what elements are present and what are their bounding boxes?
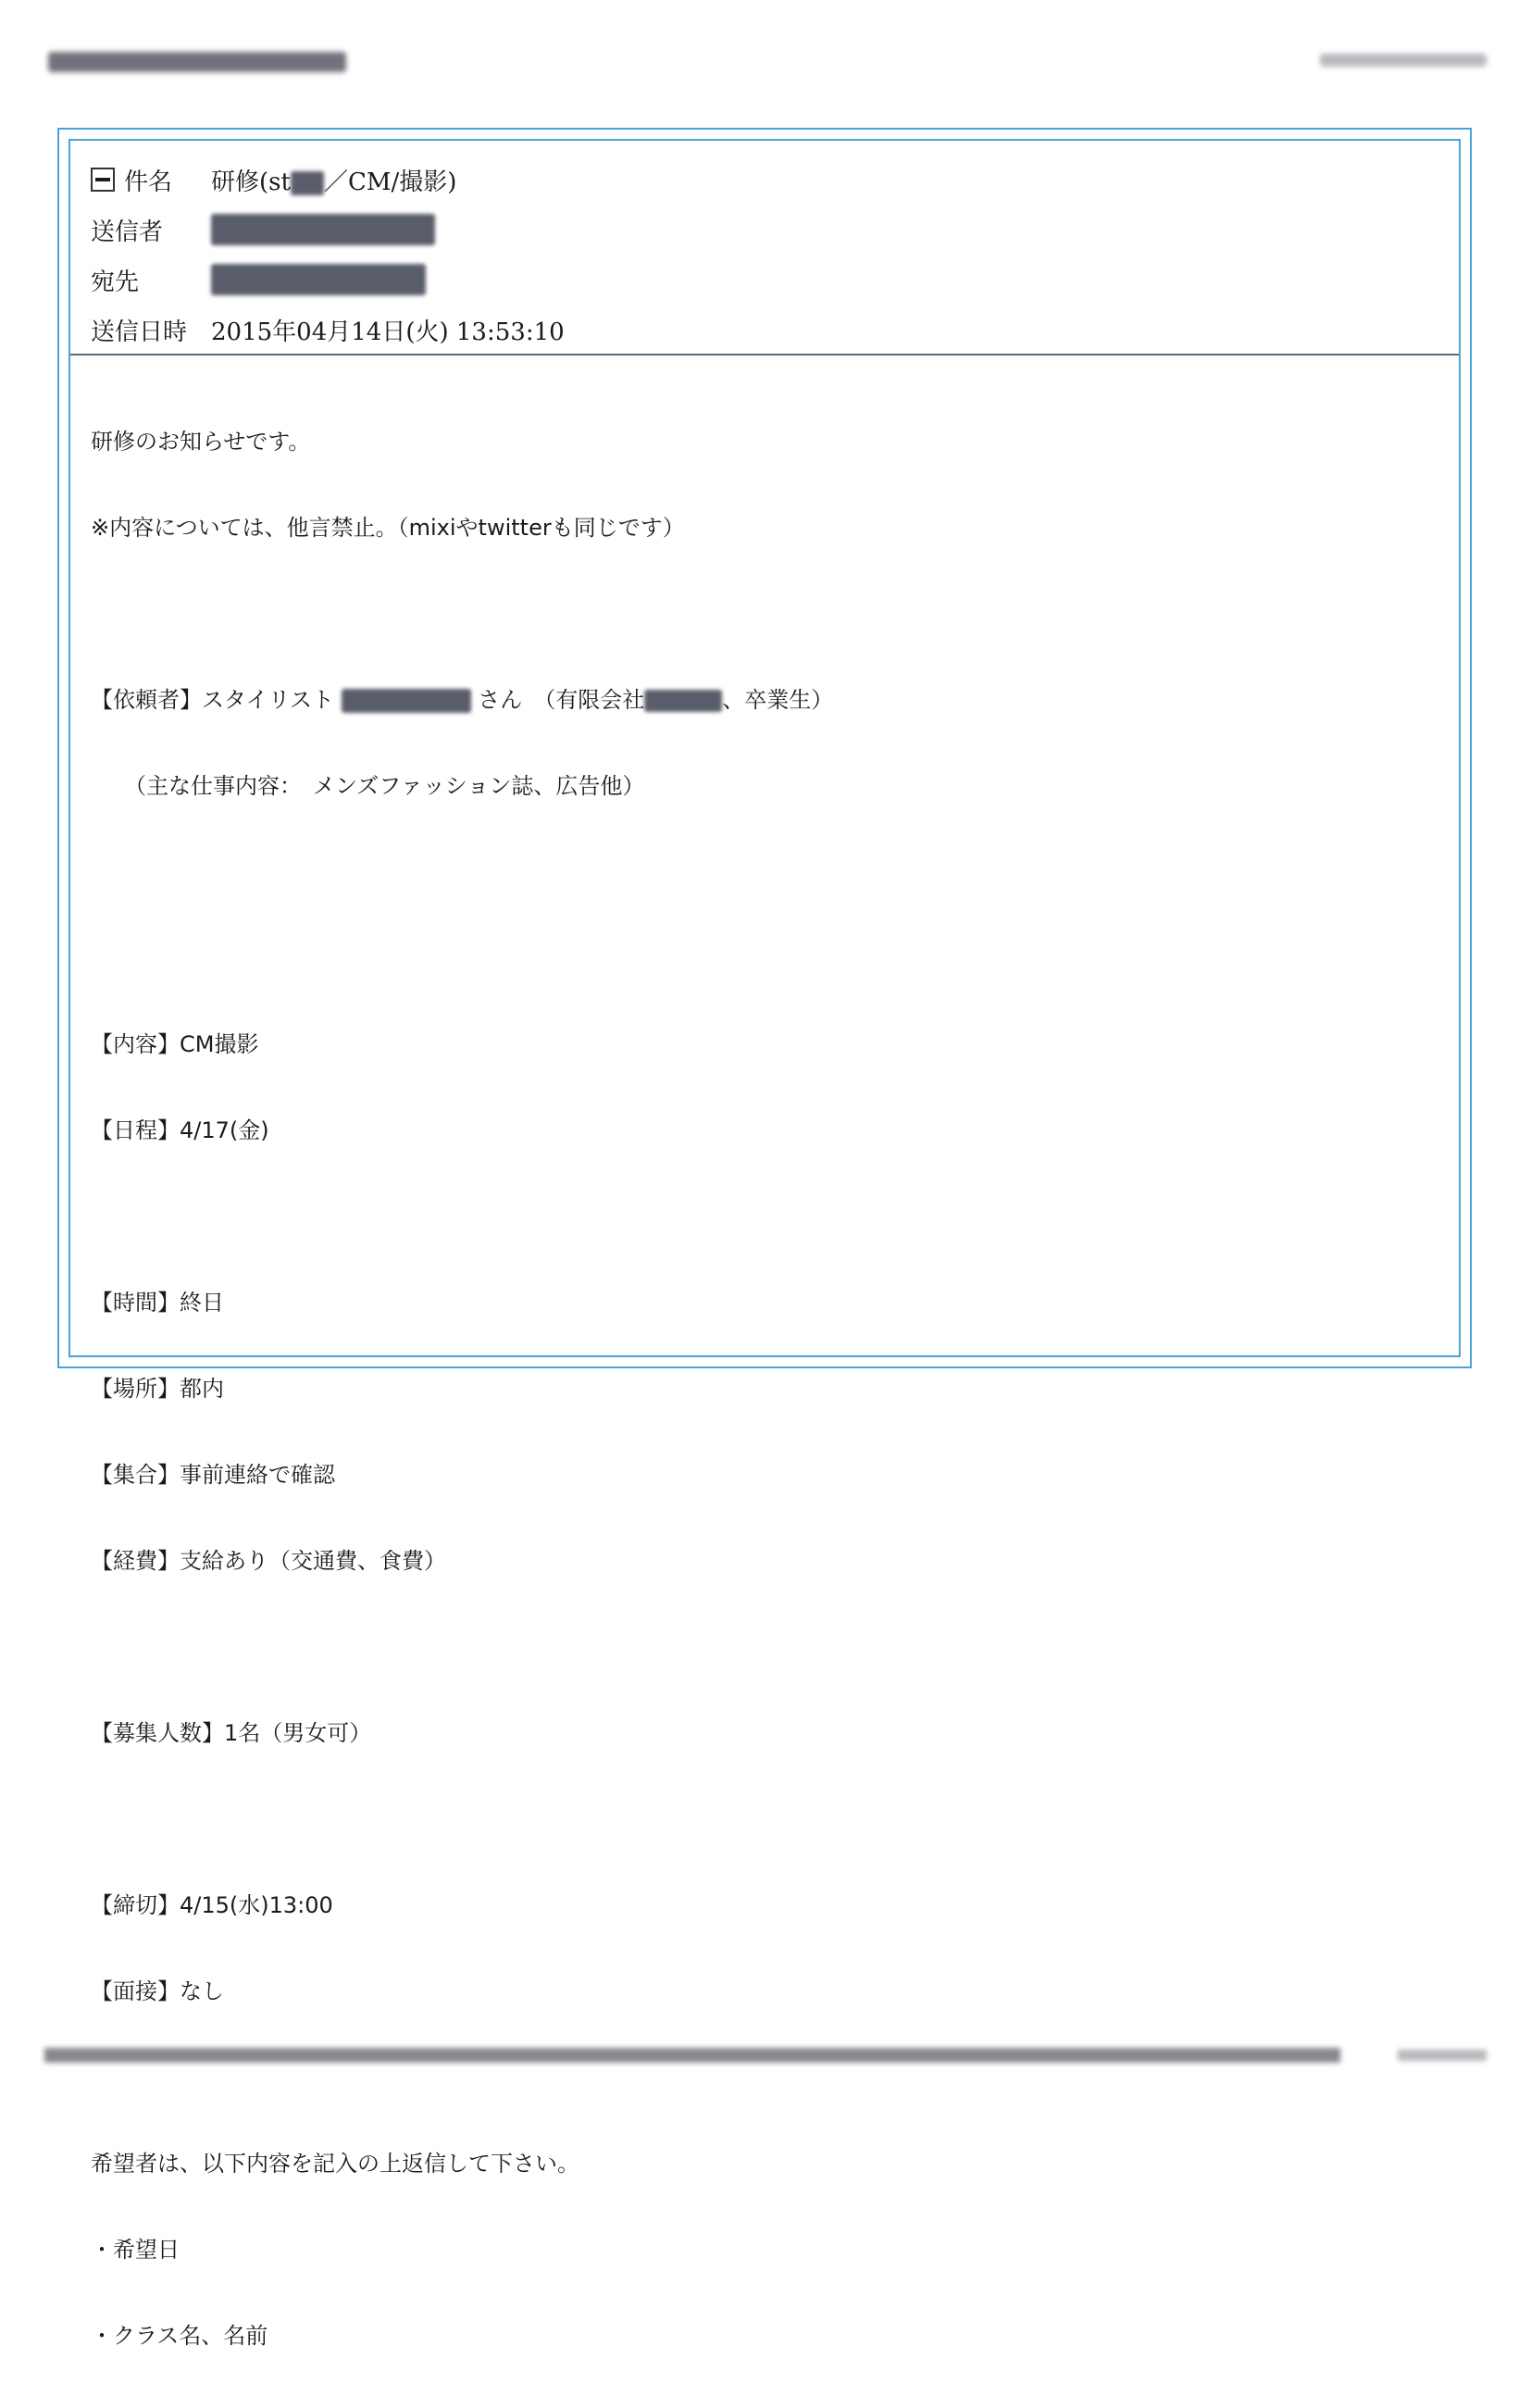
- body-place: 【場所】都内: [91, 1376, 224, 1402]
- body-content: 【内容】CM撮影: [91, 1031, 259, 1057]
- requester-suffix: 、卒業生）: [722, 687, 834, 713]
- subject-row: [91, 161, 457, 198]
- requester-middle: さん （有限会社: [470, 687, 645, 713]
- requester-name-redacted: [342, 689, 471, 713]
- page-header-date-redacted: [1320, 54, 1487, 67]
- recipient-label: 宛先: [91, 268, 140, 296]
- body-item1: ・希望日: [91, 2237, 180, 2263]
- subject-prefix: 研修(st: [211, 168, 291, 196]
- sender-redacted: [211, 214, 435, 245]
- body-item2: ・クラス名、名前: [91, 2323, 268, 2349]
- page-header-redacted: [48, 52, 346, 72]
- date-label: 送信日時: [91, 318, 188, 346]
- body-meeting: 【集合】事前連絡で確認: [91, 1462, 335, 1488]
- body-schedule: 【日程】4/17(金): [91, 1117, 269, 1143]
- sender-value: [211, 214, 435, 245]
- recipient-redacted: [211, 264, 426, 295]
- body-job: （主な仕事内容： メンズファッション誌、広告他）: [91, 773, 645, 799]
- subject-label: 件名: [124, 168, 173, 196]
- body-notice: ※内容については、他言禁止。（mixiやtwitterも同じです）: [91, 515, 685, 541]
- recipient-value: [211, 264, 426, 295]
- collapse-icon[interactable]: [91, 168, 115, 192]
- page-footer-redacted: [44, 2048, 1340, 2063]
- body-interview: 【面接】なし: [91, 1978, 224, 2004]
- date-value: 2015年04月14日(火) 13:53:10: [211, 318, 565, 346]
- company-redacted: [644, 690, 722, 712]
- recipient-row: [91, 261, 139, 298]
- email-inner-frame: [68, 139, 1461, 2349]
- subject-value: [211, 163, 456, 197]
- body-time: 【時間】終日: [91, 1290, 224, 1316]
- email-frame: [57, 128, 1472, 2349]
- date-row: [91, 311, 565, 348]
- page-number-redacted: [1398, 2050, 1487, 2061]
- body-recruit: 【募集人数】1名（男女可）: [91, 1720, 372, 1746]
- sender-label: 送信者: [91, 218, 164, 246]
- email-header: [70, 141, 1459, 356]
- email-body: [91, 370, 1438, 2408]
- body-requester: [91, 686, 1438, 715]
- body-expenses: 【経費】支給あり（交通費、食費）: [91, 1548, 446, 1574]
- subject-suffix: ／CM/撮影): [323, 168, 457, 196]
- subject-redacted: [291, 171, 324, 195]
- requester-prefix: 【依頼者】スタイリスト: [91, 687, 342, 713]
- body-deadline: 【締切】4/15(水)13:00: [91, 1892, 333, 1918]
- body-apply: 希望者は、以下内容を記入の上返信して下さい。: [91, 2151, 579, 2177]
- body-intro: 研修のお知らせです。: [91, 429, 311, 455]
- sender-row: [91, 211, 163, 248]
